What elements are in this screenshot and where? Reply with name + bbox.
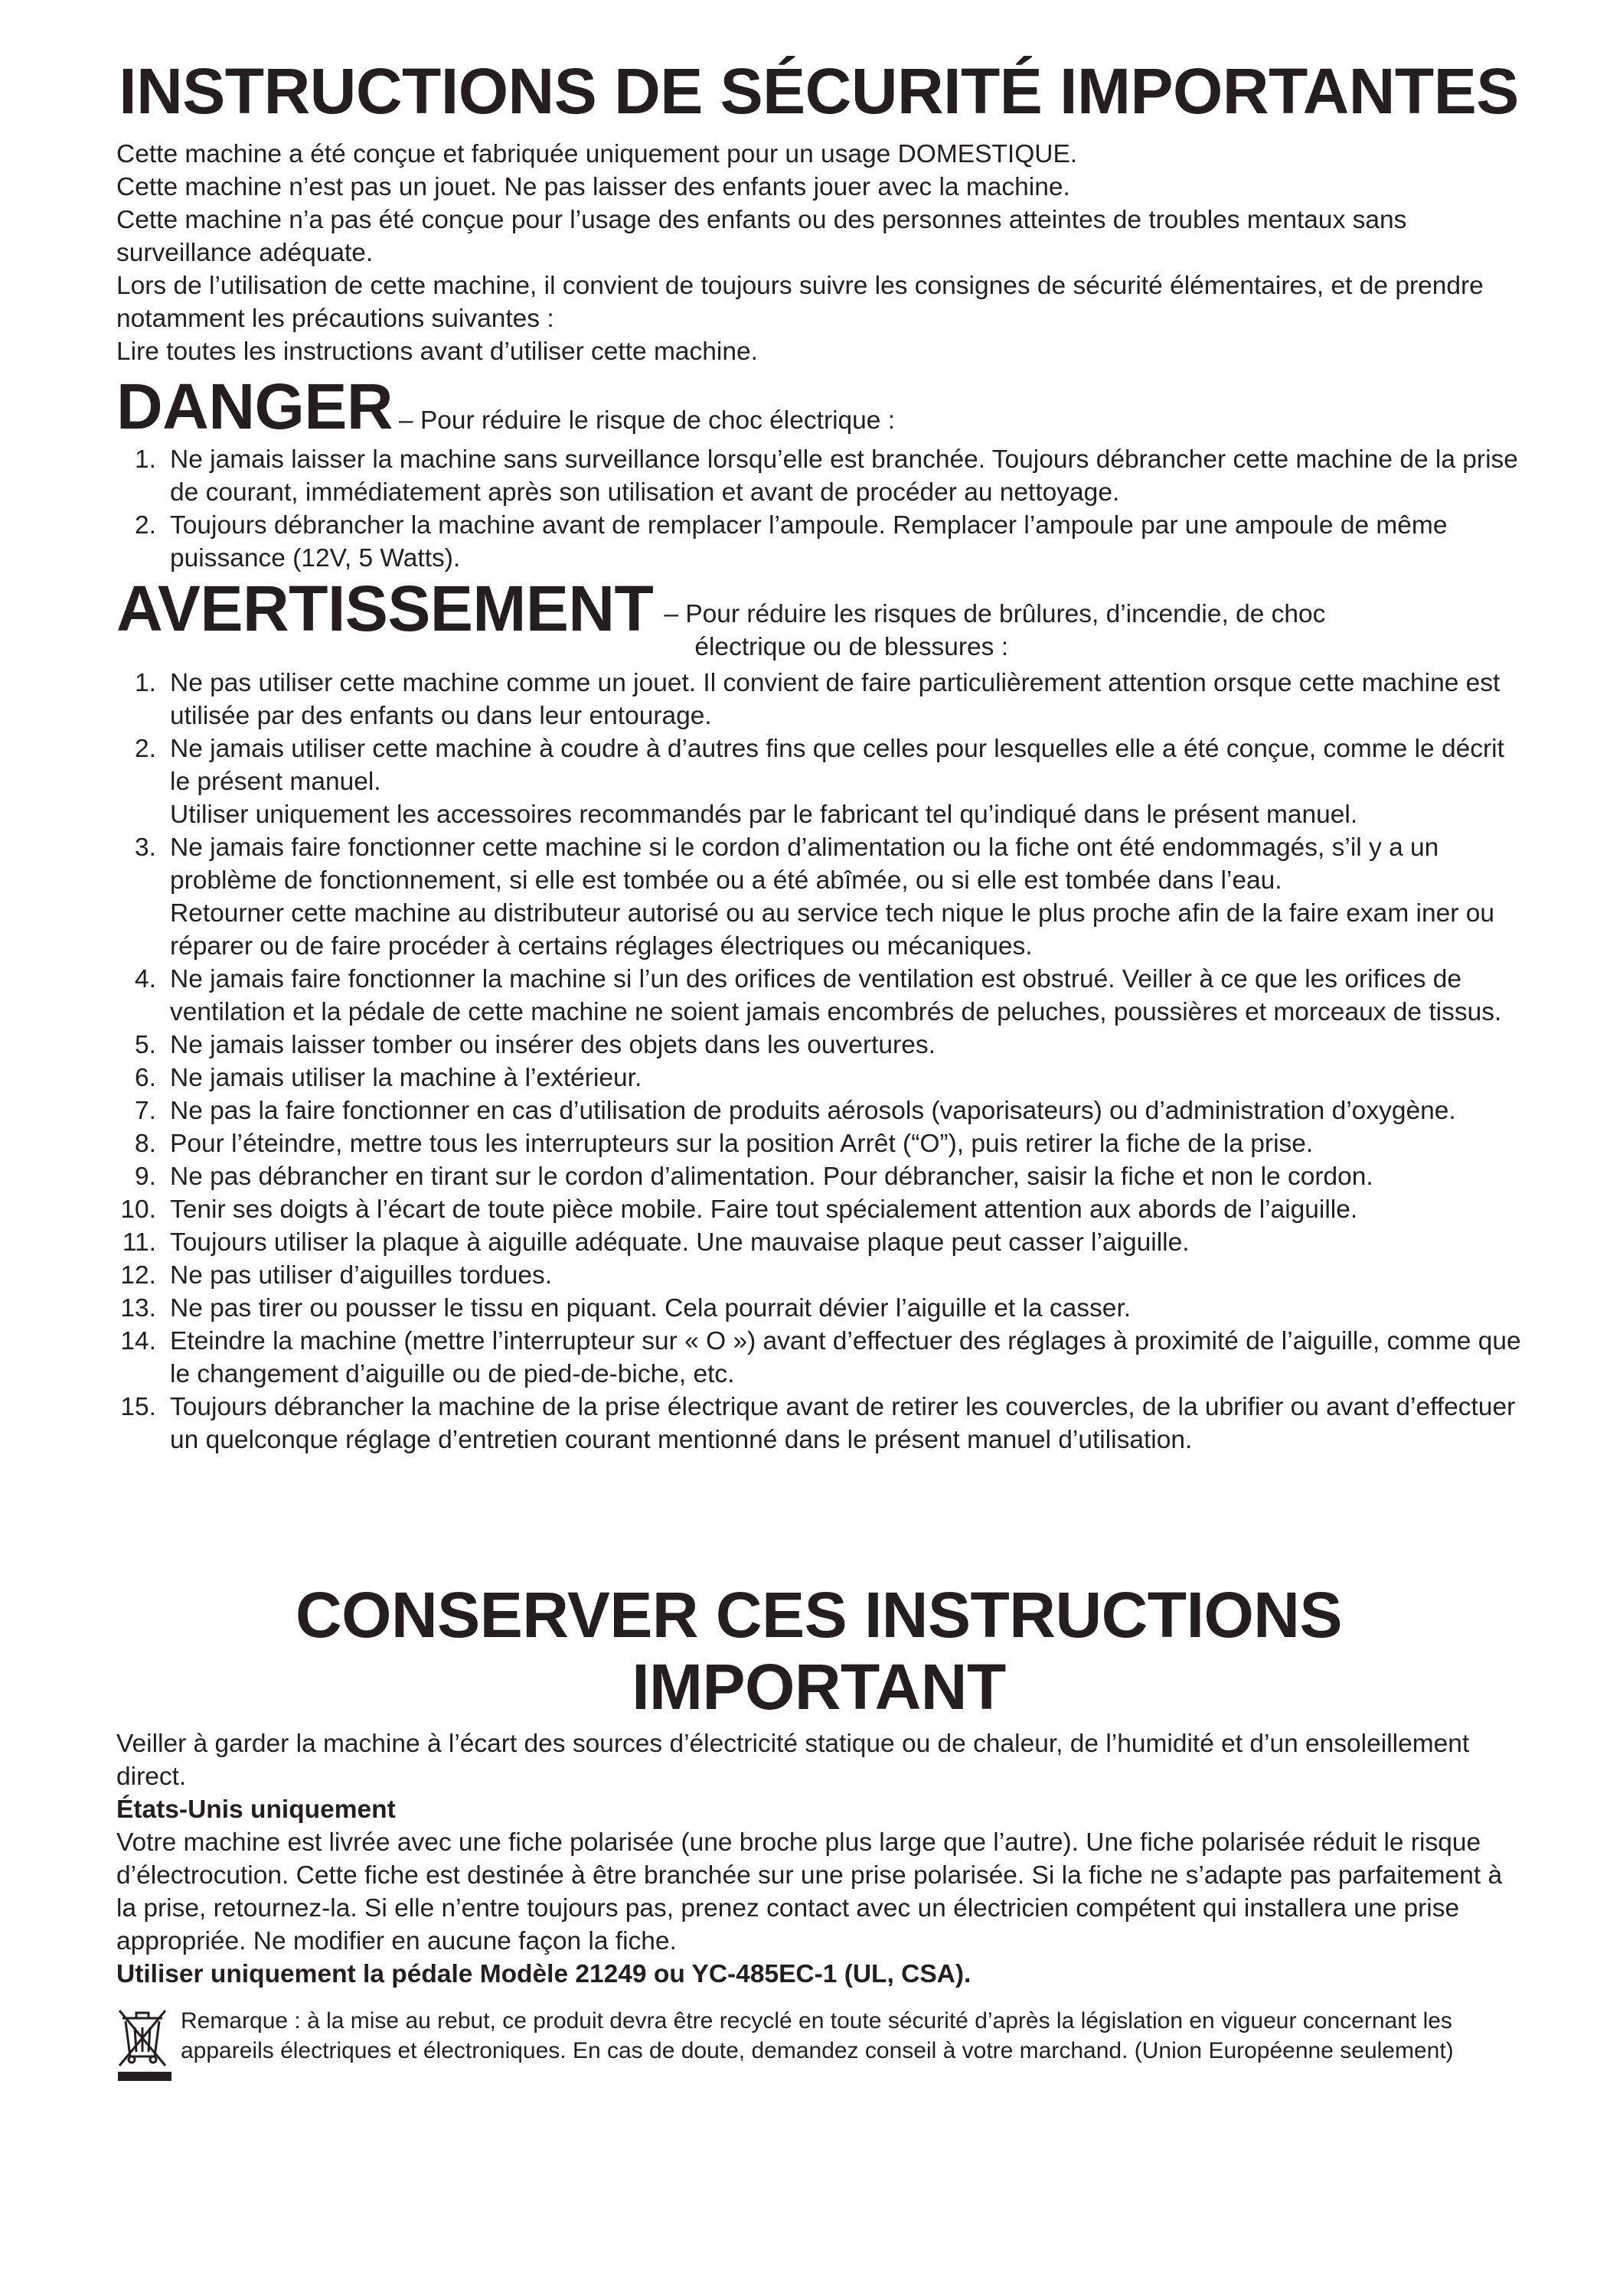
item-text: Ne jamais laisser tomber ou insérer des objets dans les ouvertures.	[170, 1031, 936, 1060]
item-text: Toujours utiliser la plaque à aiguille adéquate. Une mauvaise plaque peut casser l’aiguille.	[170, 1228, 1190, 1257]
intro-line: Lors de l’utilisation de cette machine, il convient de toujours suivre les consignes de sécurité élémentaires, et de prendre notamment les précautions suivantes :	[116, 272, 1484, 334]
danger-heading	[116, 370, 1521, 443]
item-text: Pour l’éteindre, mettre tous les interrupteurs sur la position Arrêt (“O”), puis retirer la fiche de la prise.	[170, 1130, 1314, 1159]
intro-line: Cette machine n’est pas un jouet. Ne pas laisser des enfants jouer avec la machine.	[116, 173, 1070, 202]
item-number: 4.	[135, 965, 156, 994]
list-item	[116, 1193, 1521, 1226]
item-number: 12.	[120, 1261, 156, 1290]
list-item	[116, 1391, 1521, 1456]
intro-line: Lire toutes les instructions avant d’utiliser cette machine.	[116, 338, 758, 367]
storage-paragraph: Veiller à garder la machine à l’écart des sources d’électricité statique ou de chaleur, de l’humidité et d’un ensoleillement direct.	[116, 1730, 1470, 1792]
item-number: 14.	[120, 1327, 156, 1356]
item-text: Ne jamais laisser la machine sans surveillance lorsqu’elle est branchée. Toujours débrancher cette machine de la prise de courant, immédiatement après son utilisation et avant de procéder au nettoyage.	[170, 445, 1518, 507]
warning-note	[664, 575, 1353, 664]
warning-dash: –	[664, 600, 678, 629]
warning-heading	[116, 572, 1521, 664]
item-text: Ne pas débrancher en tirant sur le cordon d’alimentation. Pour débrancher, saisir la fiche et non le cordon.	[170, 1163, 1373, 1192]
danger-label: DANGER	[116, 370, 394, 443]
item-number: 11.	[122, 1228, 156, 1257]
intro-section	[116, 138, 1521, 368]
item-number: 10.	[120, 1195, 156, 1225]
intro-line: Cette machine a été conçue et fabriquée uniquement pour un usage DOMESTIQUE.	[116, 140, 1078, 169]
item-number: 13.	[120, 1294, 156, 1323]
weee-text: Remarque : à la mise au rebut, ce produit devra être recyclé en toute sécurité d’après la législation en vigueur concernant les appareils électriques et électroniques. En cas de doute, demandez conseil à votre marchand. (Union Européenne seulement)	[181, 2008, 1454, 2064]
item-number: 2.	[135, 735, 156, 764]
item-text: Ne pas utiliser cette machine comme un jouet. Il convient de faire particulièrement attention orsque cette machine est utilisée par des enfants ou dans leur entourage.	[170, 669, 1501, 731]
item-number: 1.	[135, 669, 156, 698]
item-number: 7.	[135, 1097, 156, 1126]
item-number: 8.	[135, 1130, 156, 1159]
document-page	[116, 55, 1521, 2084]
list-item	[116, 1062, 1521, 1094]
save-title	[116, 1579, 1521, 1723]
list-item	[116, 667, 1521, 732]
list-item	[116, 1226, 1521, 1259]
item-text: Ne pas utiliser d’aiguilles tordues.	[170, 1261, 553, 1290]
item-text: Ne pas tirer ou pousser le tissu en piquant. Cela pourrait dévier l’aiguille et la casser.	[170, 1294, 1132, 1323]
item-number: 6.	[135, 1064, 156, 1093]
list-item	[116, 1160, 1521, 1193]
intro-line: Cette machine n’a pas été conçue pour l’usage des enfants ou des personnes atteintes de troubles mentaux sans surveillance adéquate.	[116, 206, 1407, 268]
item-number: 2.	[135, 511, 156, 540]
polarized-plug-paragraph: Votre machine est livrée avec une fiche polarisée (une broche plus large que l’autre). Une fiche polarisée réduit le risque d’électrocution. Cette fiche est destinée à être branchée sur une prise polarisée. Si la fiche ne s’adapte pas parfaitement à la prise, retournez-la. Si elle n’entre toujours pas, prenez contact avec un électricien compétent qui installera une prise appropriée. Ne modifier en aucune façon la fiche.	[116, 1828, 1503, 1956]
warning-note-line1: Pour réduire les risques de brûlures, d’incendie, de choc	[685, 600, 1326, 629]
warning-list	[116, 667, 1521, 1456]
warning-note-line2: électrique ou de blessures :	[694, 633, 1009, 662]
list-item	[116, 443, 1521, 509]
list-item	[116, 509, 1521, 575]
item-number: 9.	[135, 1163, 156, 1192]
danger-list	[116, 443, 1521, 575]
list-item	[116, 1094, 1521, 1127]
weee-notice	[116, 2006, 1521, 2084]
item-text: Ne jamais utiliser la machine à l’extérieur.	[170, 1064, 642, 1093]
item-extra-text: Utiliser uniquement les accessoires recommandés par le fabricant tel qu’indiqué dans le présent manuel.	[170, 801, 1358, 830]
item-number: 15.	[120, 1393, 156, 1422]
item-text: Ne jamais faire fonctionner la machine si l’un des orifices de ventilation est obstrué. Veiller à ce que les orifices de ventilation et la pédale de cette machine ne soient jamais encombrés de peluches, poussières et morceaux de tissus.	[170, 965, 1502, 1027]
item-text: Eteindre la machine (mettre l’interrupteur sur « O ») avant d’effectuer des réglages à proximité de l’aiguille, comme que le changement d’aiguille ou de pied-de-biche, etc.	[170, 1327, 1521, 1389]
item-text: Ne pas la faire fonctionner en cas d’utilisation de produits aérosols (vaporisateurs) ou d’administration d’oxygène.	[170, 1097, 1456, 1126]
item-number: 5.	[135, 1031, 156, 1060]
danger-note: – Pour réduire le risque de choc électrique :	[399, 406, 896, 435]
item-text: Ne jamais utiliser cette machine à coudre à d’autres fins que celles pour lesquelles elle a été conçue, comme le décrit le présent manuel.	[170, 735, 1504, 797]
item-text: Ne jamais faire fonctionner cette machine si le cordon d’alimentation ou la fiche ont été endommagés, s’il y a un problème de fonctionnement, si elle est tombée ou a été abîmée, ou si elle est tombée dans l’eau.	[170, 833, 1439, 895]
item-extra-text: Retourner cette machine au distributeur autorisé ou au service tech nique le plus proche afin de la faire exam iner ou réparer ou de faire procéder à certains réglages électriques ou mécaniques.	[170, 899, 1494, 961]
item-text: Tenir ses doigts à l’écart de toute pièce mobile. Faire tout spécialement attention aux abords de l’aiguille.	[170, 1195, 1358, 1225]
us-only-heading: États-Unis uniquement	[116, 1795, 396, 1825]
list-item	[116, 1292, 1521, 1325]
save-title-line2: IMPORTANT	[632, 1651, 1006, 1724]
list-item	[116, 831, 1521, 963]
list-item	[116, 1325, 1521, 1391]
item-number: 3.	[135, 833, 156, 863]
list-item	[116, 1259, 1521, 1292]
crossed-out-bin-icon	[116, 2007, 176, 2084]
list-item	[116, 732, 1521, 831]
warning-label: AVERTISSEMENT	[116, 572, 654, 645]
list-item	[116, 1127, 1521, 1160]
item-text: Toujours débrancher la machine avant de remplacer l’ampoule. Remplacer l’ampoule par une ampoule de même puissance (12V, 5 Watts).	[170, 511, 1448, 573]
pedal-note: Utiliser uniquement la pédale Modèle 21249 ou YC-485EC-1 (UL, CSA).	[116, 1960, 972, 1989]
item-number: 1.	[135, 445, 156, 475]
item-text: Toujours débrancher la machine de la prise électrique avant de retirer les couvercles, de la ubrifier ou avant d’effectuer un quelconque réglage d’entretien courant mentionné dans le présent manuel d’utilisation.	[170, 1393, 1516, 1455]
list-item	[116, 1029, 1521, 1062]
page-title: INSTRUCTIONS DE SÉCURITÉ IMPORTANTES	[119, 55, 1519, 127]
save-title-line1: CONSERVER CES INSTRUCTIONS	[296, 1579, 1342, 1652]
list-item	[116, 963, 1521, 1029]
